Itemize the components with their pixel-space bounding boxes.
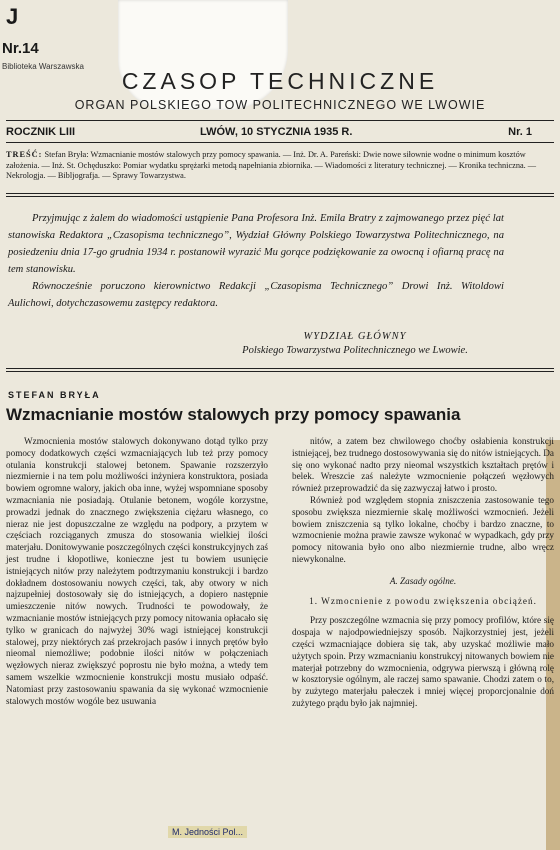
divider xyxy=(6,371,554,372)
article-paragraph: Przy poszczególne wzmacnia się przy pomocy profilów, które się dospaja w najodpowiedniejszy sposób. Najkorzystniej jest, jeżeli części wzmacniające dobiera się tak, aby uzyskać możliwie mało użytych spoin. Przy wzmacnianiu konstrukcyj nitowanych bowiem nie materjał potrzebny do wzmocnienia, odgrywa pierwszą i główną rolę w kosztorysie ogólnym, ale raczej samo spawanie. Chodzi zatem o to, by zużytego materjału pałeczek i mniej więcej proporcjonalnie doń zużytego prądu było jak najmniej. xyxy=(292,615,554,708)
footer-stamp: M. Jedności Pol... xyxy=(168,826,247,838)
article-author: STEFAN BRYŁA xyxy=(8,390,101,400)
table-of-contents xyxy=(6,150,552,182)
article-column-right xyxy=(292,436,554,710)
article-title: Wzmacnianie mostów stalowych przy pomocy spawania xyxy=(6,405,461,424)
divider xyxy=(6,120,554,121)
subsection-heading: 1. Wzmocnienie z powodu zwiększenia obciążeń. xyxy=(309,595,537,606)
article-paragraph: Wzmocnienia mostów stalowych dokonywano dotąd tylko przy pomocy dodatkowych części wzmacniających lub też przy pomocy otulania konstrukcji stalowej betonem. Spawanie rozszerzyło niezmiernie i na tem polu możliwości inżyniera konstruktora, posiada bowiem ogromne walory, jakich oba inne, wyżej wspomniane sposoby wzmacniania nie posiadają. Otulanie betonem, wogóle korzystne, prowadzi jednak do znacznego zwiększenia ciężaru własnego, co nieraz nie jest dopuszczalne ze względu na podpory, a przytem w częściach rozciąganych zmusza do stosowania wielkiej ilości materjału. Donitowywanie poszczególnych części konstrukcyjnych zaś jest trudne i kłopotliwe, konieczne jest tu bowiem usunięcie istniejących nitów przy należytem podtrzymaniu konstrukcji i bardzo dokładnem dostosowaniu nowych części, tak, aby otwory w nich najzupełniej dostosowały się do istniejących, a dopiero następnie umieszczenie nitów nowych. Trudności te powodowały, że wzmacnianie mostów istniejących przy pomocy nitowania opłacało się tylko w granicach do najwyżej 30% wagi istniejącej konstrukcji stalowej, przy niektórych zaś przekrojach pasów i innych prętów było nieomal niemożliwe; podobnie ilości nitów w połączeniach węzłowych nieraz zwiększyć poprostu nie było można, a wtedy tem samem wszelkie wzmocnienie konstrukcji mostu musiało odpaść. Natomiast przy zastosowaniu spawania da się wykonać wzmocnienie stalowych mostów wogóle bez usuwania xyxy=(6,436,268,706)
issue-date: LWÓW, 10 STYCZNIA 1935 R. xyxy=(200,126,353,138)
library-stamp: Biblioteka Warszawska xyxy=(2,62,84,71)
stamp-number: Nr.14 xyxy=(2,40,39,57)
issue-number: Nr. 1 xyxy=(508,126,532,138)
article-paragraph: nitów, a zatem bez chwilowego choćby osłabienia konstrukcji istniejącej, bez trudnego dostosowywania się do nitów istniejących. Da się ono wykonać nadto przy nieomal wszystkich kształtach prętów i belek. Wreszcie zaś należyte wzmocnienie połączeń węzłowych również przeprowadzić da się zazwyczaj łatwo i prosto. xyxy=(292,436,554,494)
notice-paragraph: Przyjmując z żalem do wiadomości ustąpienie Pana Profesora Inż. Emila Bratry z zajmowanego przez pięć lat stanowiska Redaktora „Czasopisma technicznego”, Wydział Główny Polskiego Towarzystwa Politechnicznego, na posiedzeniu dnia 17-go grudnia 1934 r. postanowił wyrazić Mu gorące podziękowanie za owocną i ofiarną pracę na tem stanowisku. xyxy=(8,213,504,275)
toc-label: TREŚĆ: xyxy=(6,150,43,159)
article-paragraph: Również pod względem stopnia zniszczenia zastosowanie tego sposobu zwiększa niezmiernie skalę możliwości wzmocnień. Jeżeli bowiem zniszczenia są tylko lokalne, choćby i bardzo znaczne, to wzmocnienie można prawie zawsze wykonać w wypadkach, gdy przy pomocy nitowania było ono albo niezmiernie trudne, albo wręcz niewykonalne. xyxy=(292,494,554,564)
stamp-letter: J xyxy=(6,4,19,29)
masthead-title: CZASOP TECHNICZNE xyxy=(121,68,439,94)
article-column-left xyxy=(6,436,268,707)
issue-volume: ROCZNIK LIII xyxy=(6,126,76,138)
divider xyxy=(6,368,554,369)
divider xyxy=(6,142,554,143)
notice-paragraph: Równocześnie poruczono kierownictwo Redakcji „Czasopisma Technicznego” Drowi Inż. Witoldowi Aulichowi, dotychczasowemu zastępcy redaktora. xyxy=(8,281,504,309)
notice-signature xyxy=(200,330,510,358)
signature-line: Polskiego Towarzystwa Politechnicznego we Lwowie. xyxy=(242,345,468,356)
signature-line: WYDZIAŁ GŁÓWNY xyxy=(303,331,407,342)
editorial-notice xyxy=(8,210,504,312)
divider xyxy=(6,196,554,197)
masthead-subtitle: ORGAN POLSKIEGO TOW POLITECHNICZNEGO WE LWOWIE xyxy=(74,98,486,112)
divider xyxy=(6,193,554,194)
toc-text: Stefan Bryła: Wzmacnianie mostów stalowych przy pomocy spawania. — Inż. Dr. A. Pareński: Dwie nowe siłownie wodne o minimum kosztów założenia. — Inż. St. Ochęduszko: Pomiar wydatku sprężarki metodą napełniania zbiornika. — Wiadomości z literatury technicznej. — Kronika techniczna. — Nekrologja. — Bibljografja. — Sprawy Towarzystwa. xyxy=(6,150,537,180)
section-heading: A. Zasady ogólne. xyxy=(389,575,457,586)
